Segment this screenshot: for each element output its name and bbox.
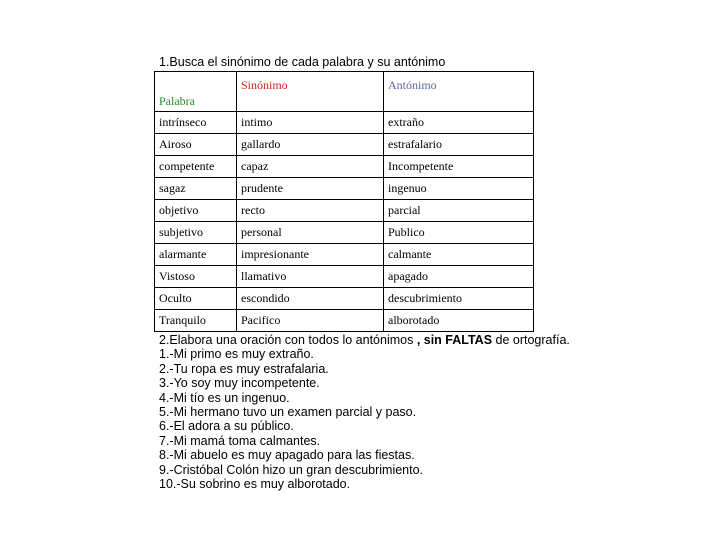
synonym-cell: personal	[237, 222, 384, 244]
header-palabra: Palabra	[155, 72, 237, 112]
word-cell: intrínseco	[155, 112, 237, 134]
sentence-item: 6.-El adora a su público.	[159, 419, 294, 434]
vocabulary-table	[154, 71, 534, 332]
antonym-cell: ingenuo	[384, 178, 534, 200]
sentence-item: 3.-Yo soy muy incompetente.	[159, 376, 320, 391]
synonym-cell: gallardo	[237, 134, 384, 156]
antonym-cell: apagado	[384, 266, 534, 288]
synonym-cell: capaz	[237, 156, 384, 178]
table-row	[155, 156, 534, 178]
antonym-cell: descubrimiento	[384, 288, 534, 310]
synonym-cell: recto	[237, 200, 384, 222]
word-cell: Tranquilo	[155, 310, 237, 332]
table-row	[155, 244, 534, 266]
synonym-cell: impresionante	[237, 244, 384, 266]
synonym-cell: Pacifico	[237, 310, 384, 332]
word-cell: objetivo	[155, 200, 237, 222]
sentence-item: 2.-Tu ropa es muy estrafalaria.	[159, 361, 329, 376]
synonym-cell: llamativo	[237, 266, 384, 288]
instruction-1: 1.Busca el sinónimo de cada palabra y su antónimo	[159, 55, 446, 69]
sentence-item: 7.-Mi mamá toma calmantes.	[159, 433, 321, 448]
word-cell: sagaz	[155, 178, 237, 200]
table-header-row	[155, 72, 534, 112]
synonym-cell: escondido	[237, 288, 384, 310]
instruction-2-block	[159, 333, 570, 491]
word-cell: Vistoso	[155, 266, 237, 288]
word-cell: subjetivo	[155, 222, 237, 244]
header-sinonimo: Sinónimo	[237, 72, 384, 112]
synonym-cell: intimo	[237, 112, 384, 134]
table-row	[155, 288, 534, 310]
word-cell: competente	[155, 156, 237, 178]
sentence-item: 1.-Mi primo es muy extraño.	[159, 347, 314, 362]
table-row	[155, 112, 534, 134]
table-row	[155, 200, 534, 222]
word-cell: alarmante	[155, 244, 237, 266]
word-cell: Oculto	[155, 288, 237, 310]
table-row	[155, 134, 534, 156]
antonym-cell: extraño	[384, 112, 534, 134]
table-row	[155, 310, 534, 332]
antonym-cell: calmante	[384, 244, 534, 266]
antonym-cell: parcial	[384, 200, 534, 222]
sentence-item: 10.-Su sobrino es muy alborotado.	[159, 477, 351, 492]
sentence-item: 8.-Mi abuelo es muy apagado para las fiestas.	[159, 448, 415, 463]
antonym-cell: estrafalario	[384, 134, 534, 156]
table-row	[155, 178, 534, 200]
table-row	[155, 266, 534, 288]
instruction-2: 2.Elabora una oración con todos lo antónimos , sin FALTAS de ortografía.	[159, 333, 570, 347]
synonym-cell: prudente	[237, 178, 384, 200]
table-row	[155, 222, 534, 244]
antonym-cell: Publico	[384, 222, 534, 244]
antonym-cell: Incompetente	[384, 156, 534, 178]
sentence-item: 5.-Mi hermano tuvo un examen parcial y paso.	[159, 405, 417, 420]
sentence-item: 9.-Cristóbal Colón hizo un gran descubrimiento.	[159, 462, 424, 477]
header-antonimo: Antónimo	[384, 72, 534, 112]
antonym-cell: alborotado	[384, 310, 534, 332]
sentence-item: 4.-Mi tío es un ingenuo.	[159, 390, 290, 405]
word-cell: Airoso	[155, 134, 237, 156]
bold-emphasis: , sin FALTAS	[416, 333, 493, 347]
